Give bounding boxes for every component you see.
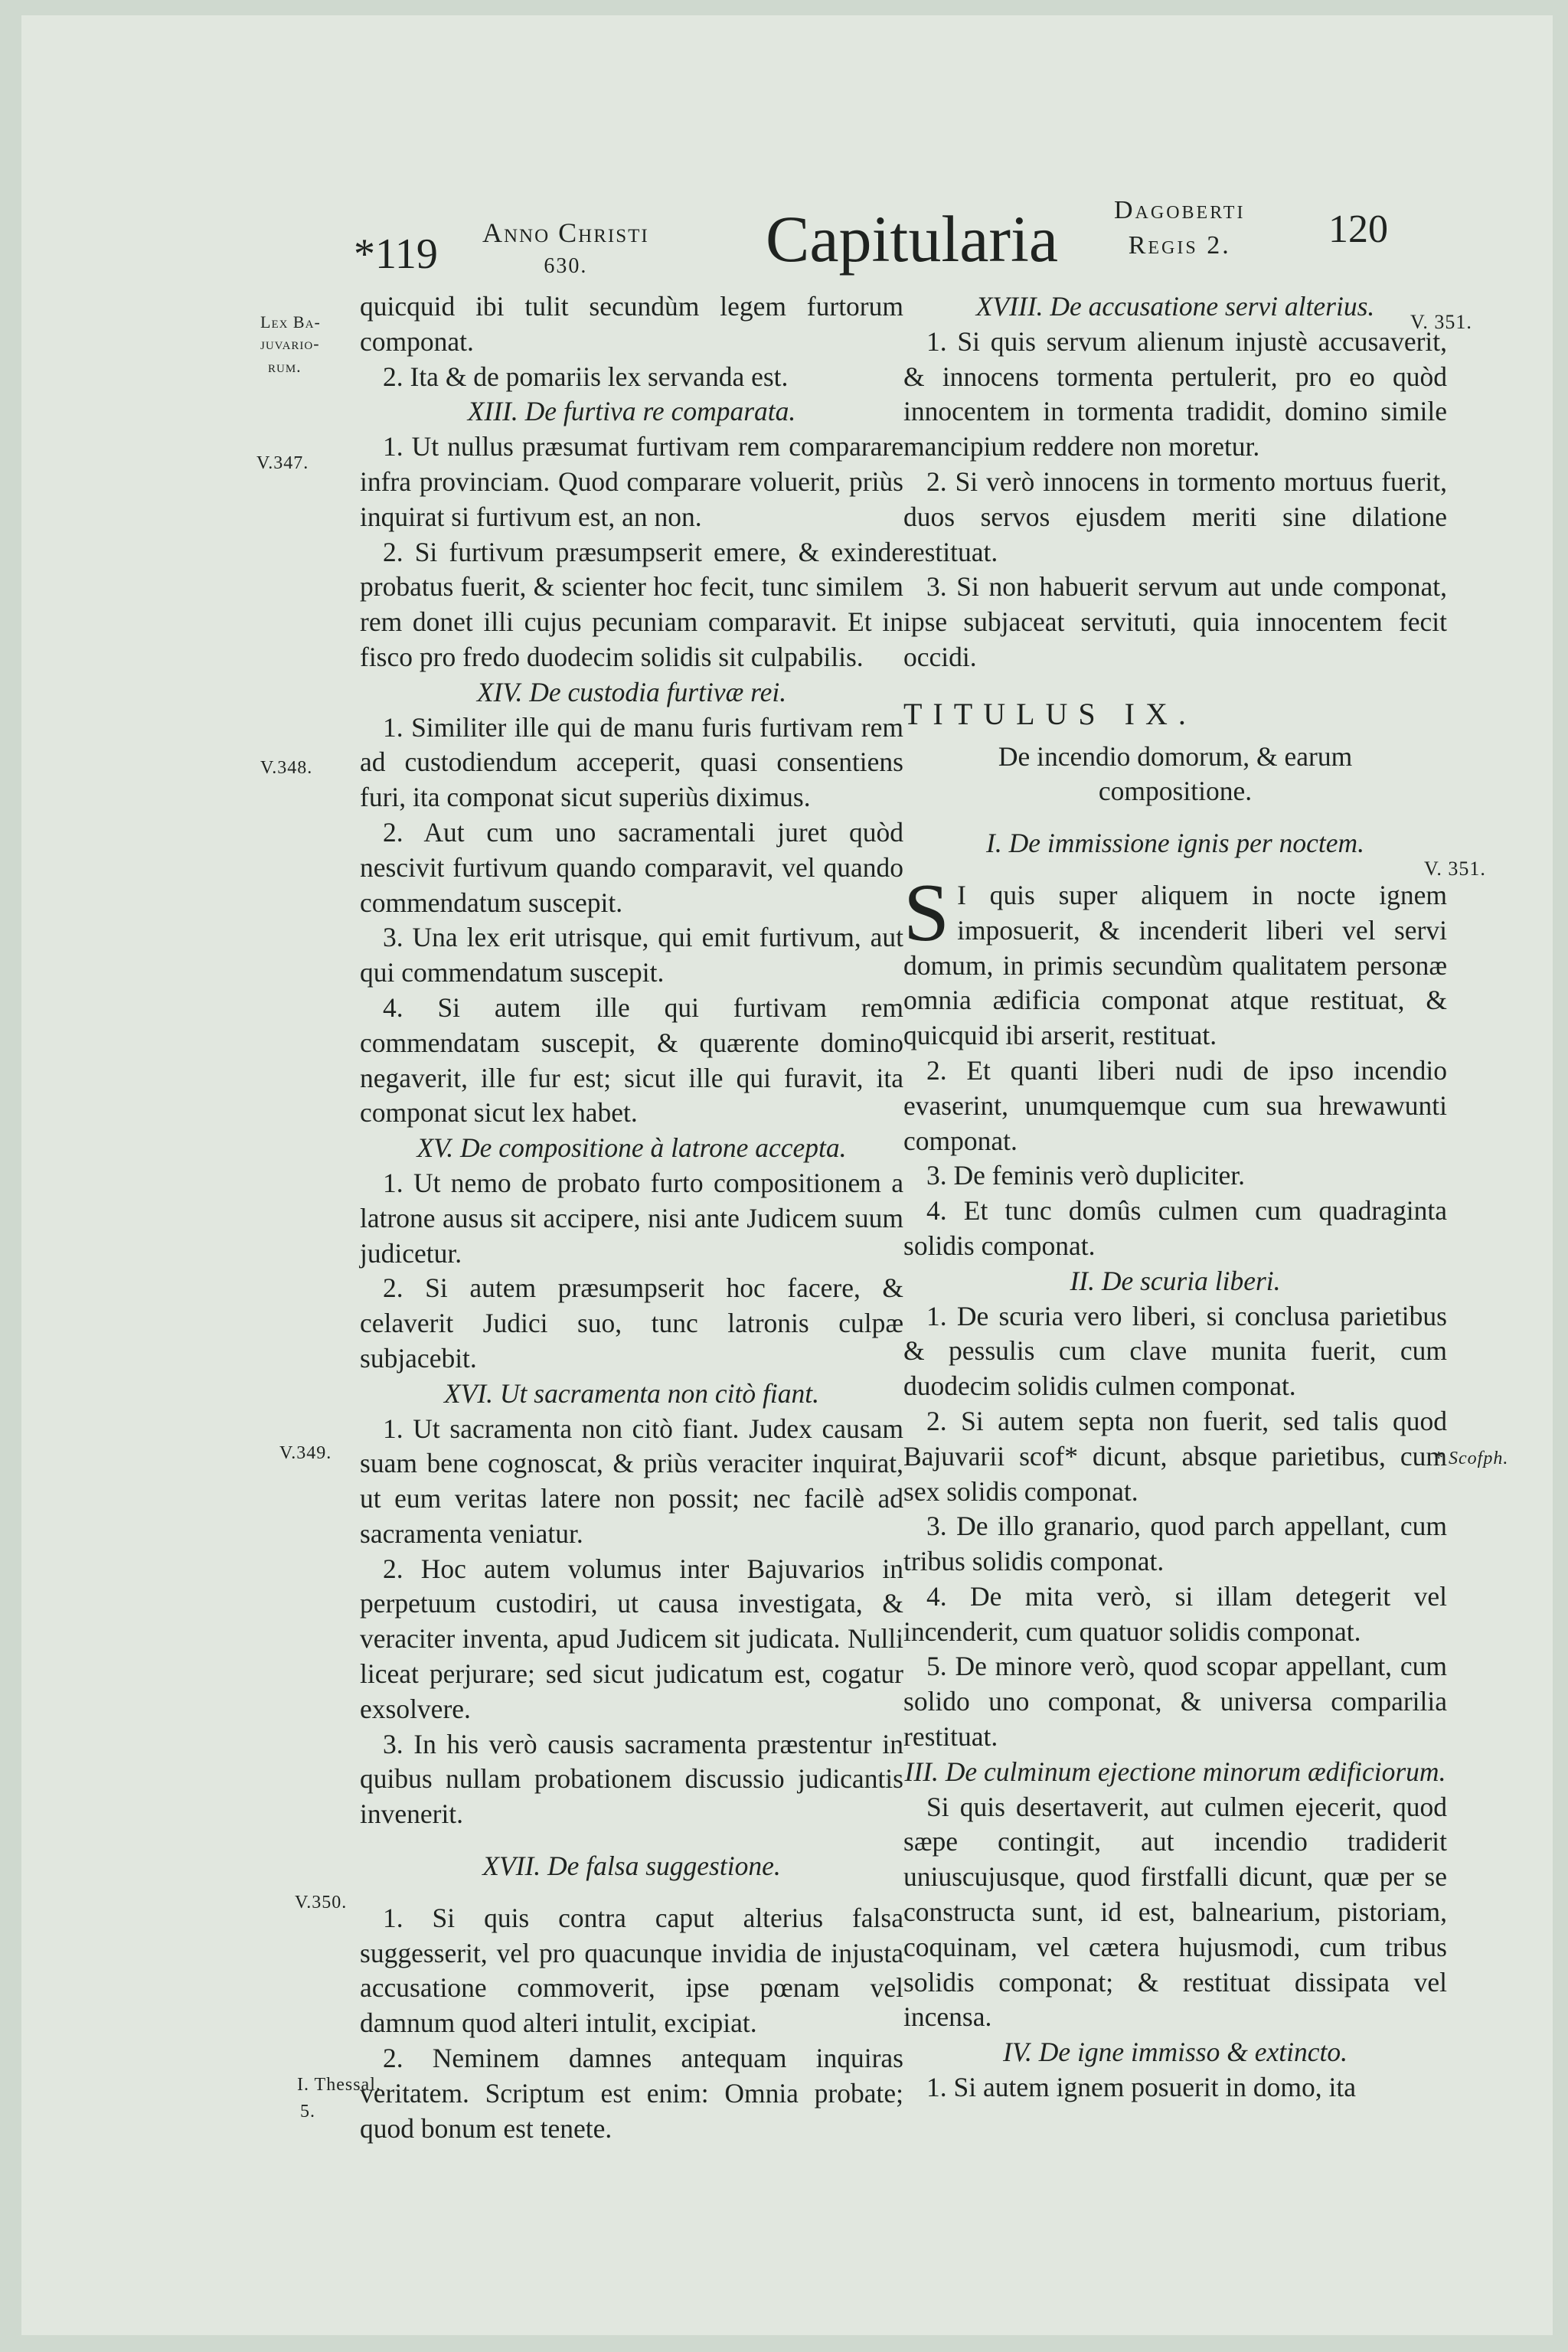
paragraph: 2. Si autem præsumpserit hoc facere, & celaverit Judici suo, tunc latronis culpæ subjacebit. [360,1272,903,1374]
margin-note: juvario- [260,334,320,353]
header-anno-label: Anno Christi [482,217,649,248]
margin-note: V. 351. [1424,858,1486,880]
paragraph-text: I quis super aliquem in nocte ignem imposuerit, & incenderit liberi vel servi domum, in primis secundùm qualitatem personæ omnia ædificia componat atque restituat, & quicquid ibi arserit, restituat. [903,879,1447,1051]
page-title: Capitularia [766,202,1059,276]
drop-cap: S [903,867,950,959]
paragraph: 4. Si autem ille qui furtivam rem commendatam suscepit, & quærente domino negaverit, ille fur est; sicut ille qui furavit, ita componat sicut lex habet. [360,991,903,1129]
paragraph-with-dropcap [903,867,1447,1054]
paragraph: 1. Si autem ignem posuerit in domo, ita [926,2072,1357,2103]
page-number-right: 120 [1328,207,1388,251]
title-subheading: De incendio domorum, & earum compositione. [998,740,1353,807]
margin-note: V.347. [256,453,309,473]
header-dagoberti [1114,193,1245,263]
margin-note: Lex Ba- [260,312,321,332]
paragraph: 2. Si furtivum præsumpserit emere, & exinde probatus fuerit, & scienter hoc fecit, tunc similem rem donet illi cujus pecuniam comparavit. Et in fisco pro fredo duodecim solidis sit culpabilis. [360,536,903,672]
paragraph: 1. Si quis servum alienum injustè accusaverit, & innocens tormenta pertulerit, pro eo quòd innocentem in tormenta tradidit, domino simile mancipium reddere non moretur. [903,325,1447,462]
paragraph: 3. In his verò causis sacramenta præstentur in quibus nullam probationem discussio judicantis invenerit. [360,1728,903,1830]
paragraph: 3. Si non habuerit servum aut unde componat, ipse subjaceat servituti, quia innocentem fecit occidi. [903,571,1447,672]
section-heading: XIII. De furtiva re comparata. [467,396,796,427]
spacer [903,675,1447,692]
section-heading: XVI. Ut sacramenta non citò fiant. [443,1377,820,1409]
paragraph: 4. Et tunc domûs culmen cum quadraginta solidis componat. [903,1195,1447,1261]
margin-note: V. 351. [1410,311,1472,333]
section-heading: XV. De compositione à latrone accepta. [416,1132,847,1164]
header-dagoberti-name: Dagoberti [1114,196,1246,224]
section-heading: XIV. De custodia furtivæ rei. [476,676,787,707]
text-column-left [360,289,903,2146]
margin-note: I. Thessal. [297,2075,381,2095]
paragraph: 1. De scuria vero liberi, si conclusa parietibus & pessulis cum clave munita fuerit, cum duodecim solidis culmen componat. [903,1300,1447,1402]
spacer [903,809,1447,826]
spacer [360,1832,903,1849]
margin-note: V.348. [260,758,313,778]
section-heading: IV. De igne immisso & extincto. [1003,2037,1348,2068]
section-heading: II. De scuria liberi. [1070,1265,1281,1296]
section-heading: XVII. De falsa suggestione. [482,1851,781,1882]
section-heading: I. De immissione ignis per noctem. [986,828,1364,859]
paragraph: 3. Una lex erit utrisque, qui emit furtivum, aut qui commendatum suscepit. [360,922,903,988]
paragraph: 1. Ut sacramenta non citò fiant. Judex causam suam bene cognoscat, & priùs veraciter inquirat, ut eum veritas latere non possit; nec facilè ad sacramenta veniatur. [360,1413,903,1549]
paragraph: 2. Neminem damnes antequam inquiras veritatem. Scriptum est enim: Omnia probate; quod bonum est tenete. [360,2043,903,2144]
title-heading: TITULUS IX. [903,696,1197,731]
margin-note: V.349. [279,1443,332,1463]
spacer [903,861,1447,878]
margin-note: 5. [300,2102,315,2122]
paragraph: 2. Et quanti liberi nudi de ipso incendio evaserint, unumquemque cum sua hrewawunti componat. [903,1054,1447,1156]
spacer [360,1884,903,1901]
text-column-right [903,289,1447,2105]
margin-note: * Scofph. [1433,1449,1509,1468]
paragraph: quicquid ibi tulit secundùm legem furtorum componat. [360,291,903,357]
header-dagoberti-regis: Regis 2. [1128,231,1231,260]
paragraph: 2. Ita & de pomariis lex servanda est. [383,361,789,392]
margin-note: V.350. [295,1893,348,1913]
paragraph: 2. Si autem septa non fuerit, sed talis quod Bajuvarii scof* dicunt, absque parietibus, cum sex solidis componat. [903,1405,1447,1507]
paragraph: Si quis desertaverit, aut culmen ejecerit, quod sæpe contingit, aut incendio tradiderit uniuscujusque, quod firstfalli dicunt, quæ per se constructa sunt, id est, balnearium, pistoriam, coquinam, vel cætera hujusmodi, cum tribus solidis componat; & restituat dissipata vel incensa. [903,1791,1447,2033]
paragraph: 1. Si quis contra caput alterius falsa suggesserit, vel pro quacunque invidia de injusta accusatione commoverit, ipse pœnam vel damnum quod alteri intulit, excipiat. [360,1902,903,2039]
paragraph: 3. De illo granario, quod parch appellant, cum tribus solidis componat. [903,1511,1447,1577]
paragraph: 3. De feminis verò dupliciter. [926,1160,1246,1191]
paragraph: 5. De minore verò, quod scopar appellant, cum solido uno componat, & universa comparilia restituat. [903,1651,1447,1753]
paragraph: 1. Ut nemo de probato furto compositionem a latrone ausus sit accipere, nisi ante Judicem suum judicetur. [360,1167,903,1269]
paragraph: 2. Aut cum uno sacramentali juret quòd nescivit furtivum quando comparavit, vel quando commendatum suscepit. [360,816,903,918]
paragraph: 1. Similiter ille qui de manu furis furtivam rem ad custodiendum acceperit, quasi consentiens furi, ita componat sicut superiùs diximus. [360,711,903,813]
section-heading: XVIII. De accusatione servi alterius. [975,291,1375,322]
section-heading: III. De culminum ejectione minorum ædificiorum. [904,1756,1446,1787]
page-number-left: *119 [354,230,438,278]
paragraph: 1. Ut nullus præsumat furtivam rem comparare infra provinciam. Quod comparare voluerit, priùs inquirat si furtivum est, an non. [360,431,903,532]
paragraph: 2. Si verò innocens in tormento mortuus fuerit, duos servos ejusdem meriti sine dilatione restituat. [903,466,1447,567]
header-anno-year: 630. [544,254,588,278]
paragraph: 2. Hoc autem volumus inter Bajuvarios in perpetuum custodiri, ut causa investigata, & veraciter inventa, apud Judicem sit judicata. Nulli liceat perjurare; sed sicut judicatum est, cogatur exsolvere. [360,1553,903,1724]
header-anno-christi [482,216,649,283]
paragraph: 4. De mita verò, si illam detegerit vel incenderit, cum quatuor solidis componat. [903,1580,1447,1647]
margin-note: rum. [268,357,302,376]
